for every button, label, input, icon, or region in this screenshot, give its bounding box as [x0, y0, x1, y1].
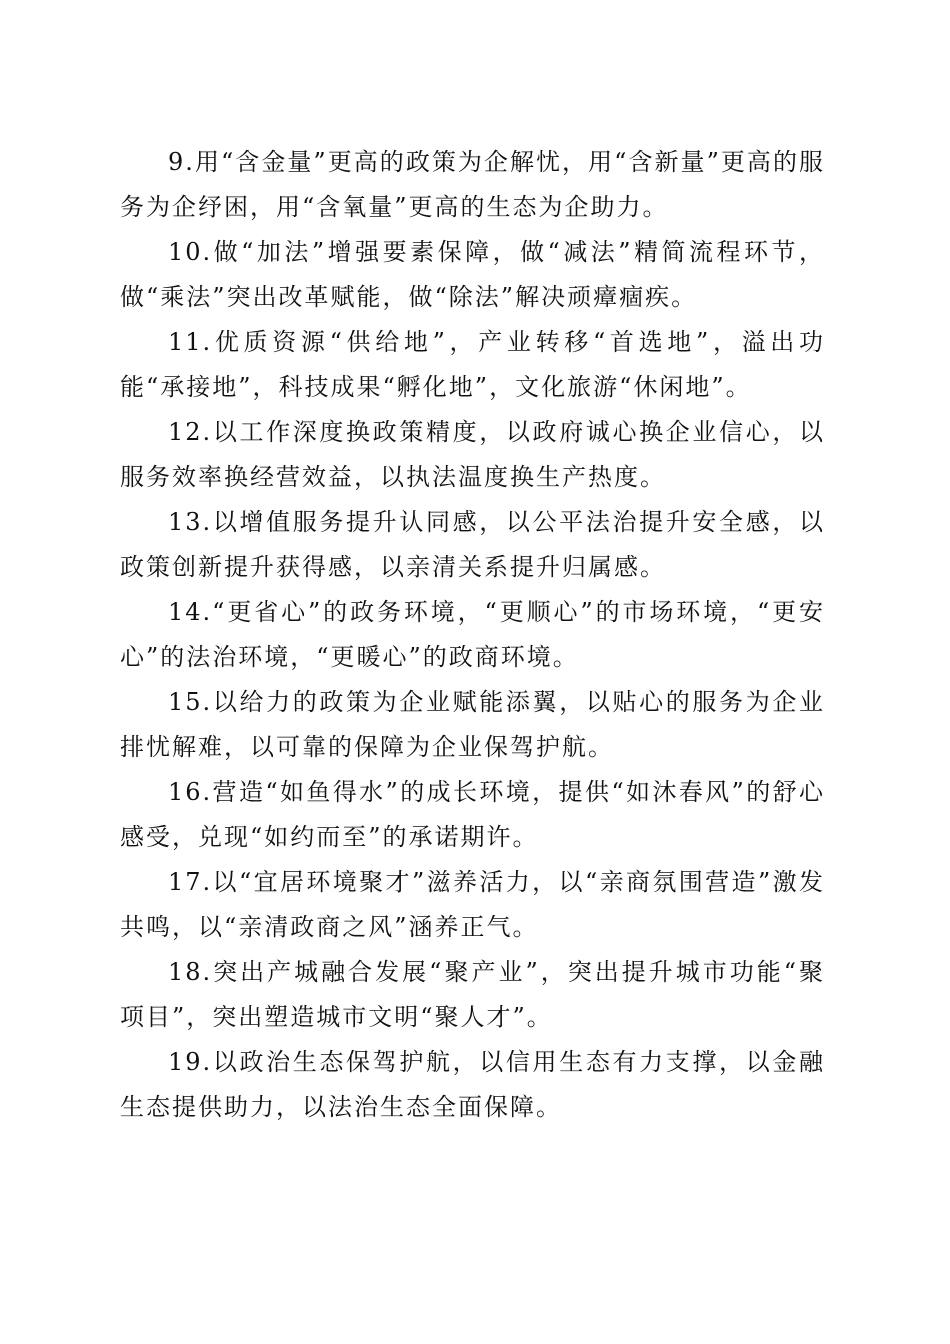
document-body	[120, 140, 825, 1130]
paragraph-item-14: 14.“更省心”的政务环境，“更顺心”的市场环境，“更安心”的法治环境，“更暖心”的政商环境。	[120, 598, 825, 671]
paragraph-item-15: 15.以给力的政策为企业赋能添翼，以贴心的服务为企业排忧解难，以可靠的保障为企业保驾护航。	[120, 688, 825, 761]
paragraph-item-10: 10.做“加法”增强要素保障，做“减法”精简流程环节，做“乘法”突出改革赋能，做“除法”解决顽瘴痼疾。	[120, 238, 825, 311]
paragraph-item-17: 17.以“宜居环境聚才”滋养活力，以“亲商氛围营造”激发共鸣，以“亲清政商之风”涵养正气。	[120, 868, 825, 941]
paragraph-item-13: 13.以增值服务提升认同感，以公平法治提升安全感，以政策创新提升获得感，以亲清关系提升归属感。	[120, 508, 825, 581]
paragraph-item-19: 19.以政治生态保驾护航，以信用生态有力支撑，以金融生态提供助力，以法治生态全面保障。	[120, 1048, 825, 1121]
paragraph-item-12: 12.以工作深度换政策精度，以政府诚心换企业信心，以服务效率换经营效益，以执法温度换生产热度。	[120, 418, 825, 491]
paragraph-item-11: 11.优质资源“供给地”，产业转移“首选地”，溢出功能“承接地”，科技成果“孵化地”，文化旅游“休闲地”。	[120, 328, 825, 401]
paragraph-item-9: 9.用“含金量”更高的政策为企解忧，用“含新量”更高的服务为企纾困，用“含氧量”更高的生态为企助力。	[120, 148, 825, 221]
paragraph-item-16: 16.营造“如鱼得水”的成长环境，提供“如沐春风”的舒心感受，兑现“如约而至”的承诺期许。	[120, 778, 825, 851]
paragraph-item-18: 18.突出产城融合发展“聚产业”，突出提升城市功能“聚项目”，突出塑造城市文明“聚人才”。	[120, 958, 825, 1031]
